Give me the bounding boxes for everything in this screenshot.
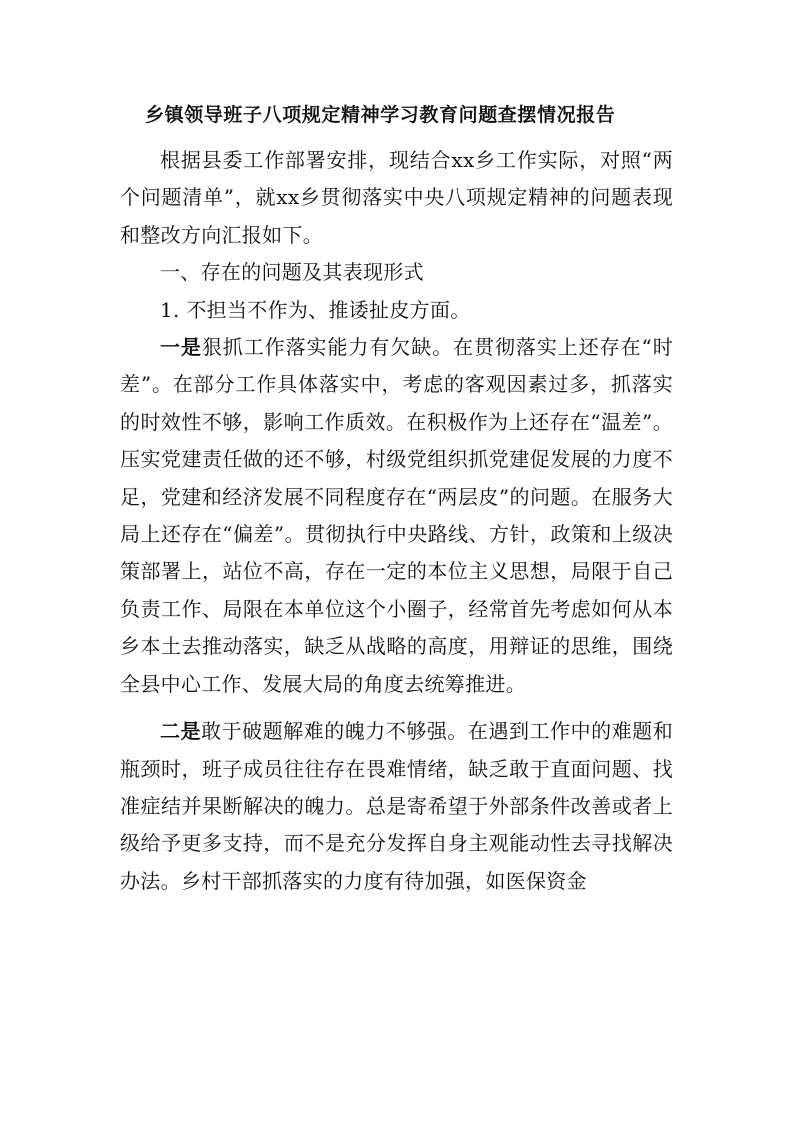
section-one-heading: 一、存在的问题及其表现形式	[160, 260, 424, 285]
point-one-text: 狠抓工作落实能力有欠缺。在贯彻落实上还存在“时差”。在部分工作具体落实中，考虑的客观因素过多，抓落实的时效性不够，影响工作质效。在积极作为上还存在“温差”。压实党建责任做的还不够，村级党组织抓党建促发展的力度不足，党建和经济发展不同程度存在“两层皮”的问题。在服务大局上还存在“偏差”。贯彻执行中央路线、方针，政策和上级决策部署上，站位不高，存在一定的本位主义思想，局限于自己负责工作、局限在本单位这个小圈子，经常首先考虑如何从本乡本土去推动落实，缺乏从战略的高度，用辩证的思维，围绕全县中心工作、发展大局的角度去统筹推进。	[120, 335, 673, 696]
document-title: 乡镇领导班子八项规定精神学习教育问题查摆情况报告	[145, 104, 616, 126]
point-two-lead: 二是	[160, 719, 202, 744]
point-one-lead: 一是	[160, 335, 202, 360]
intro-paragraph: 根据县委工作部署安排，现结合xx乡工作实际，对照“两个问题清单”，就xx乡贯彻落实中央八项规定精神的问题表现和整改方向汇报如下。	[120, 148, 673, 247]
point-two-text: 敢于破题解难的魄力不够强。在遇到工作中的难题和瓶颈时，班子成员往往存在畏难情绪，缺乏敢于直面问题、找准症结并果断解决的魄力。总是寄希望于外部条件改善或者上级给予更多支持，而不是充分发挥自身主观能动性去寻找解决办法。乡村干部抓落实的力度有待加强，如医保资金	[120, 719, 673, 893]
document-body	[120, 98, 673, 900]
item-one-heading: 1. 不担当不作为、推诿扯皮方面。	[160, 297, 471, 322]
point-two-paragraph	[120, 713, 673, 900]
point-one-paragraph	[120, 329, 673, 703]
